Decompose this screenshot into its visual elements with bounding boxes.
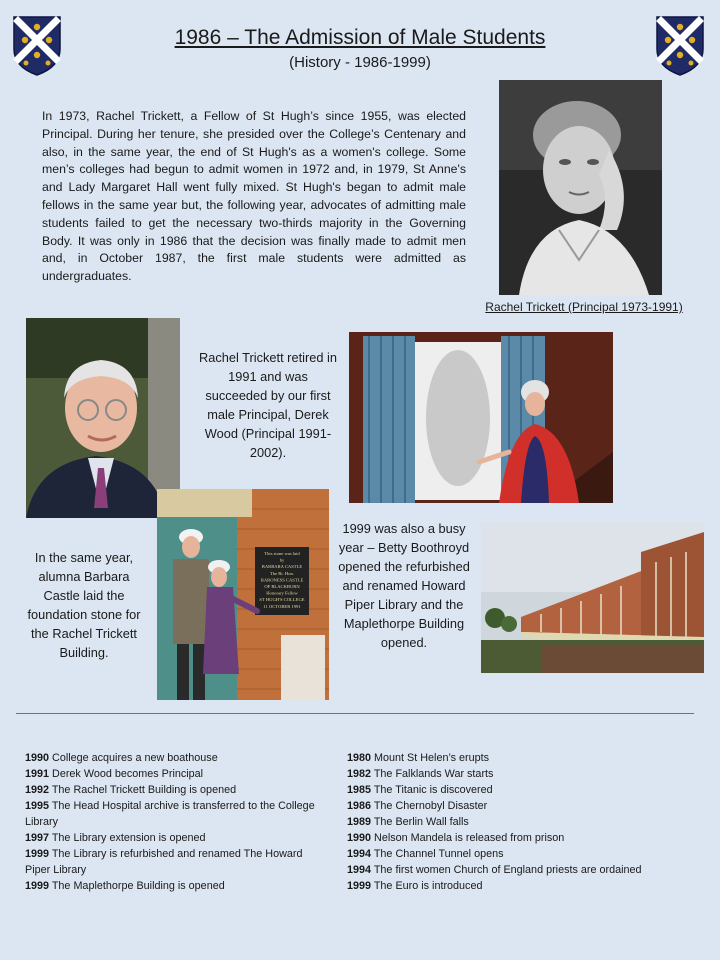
timeline-text: The Library is refurbished and renamed The Howard Piper Library — [25, 848, 303, 876]
retirement-text: Rachel Trickett retired in 1991 and was succeeded by our first male Principal, Derek Wood (Principal 1991-2002). — [199, 350, 337, 460]
timeline-entry — [347, 878, 707, 894]
timeline-entry — [347, 862, 707, 878]
plaque-line: BARONESS CASTLE — [260, 577, 304, 583]
timeline-entry — [25, 830, 325, 846]
timeline-text: The Berlin Wall falls — [371, 816, 469, 828]
timeline-text: The Rachel Trickett Building is opened — [49, 784, 237, 796]
plaque-line: ST HUGH'S COLLEGE — [259, 597, 305, 603]
timeline-entry — [347, 814, 707, 830]
timeline-year: 1980 — [347, 752, 372, 764]
timeline-entry — [25, 798, 325, 830]
timeline-text: The Titanic is discovered — [371, 784, 493, 796]
foundation-text: In the same year, alumna Barbara Castle laid the foundation stone for the Rachel Trickett Building. — [27, 550, 141, 660]
world-timeline — [347, 750, 707, 894]
timeline-year: 1990 — [347, 832, 372, 844]
timeline-text: College acquires a new boathouse — [49, 752, 218, 764]
maplethorpe-building-photo — [481, 522, 704, 673]
timeline-text: The Library extension is opened — [49, 832, 206, 844]
timeline-text: The Chernobyl Disaster — [371, 800, 488, 812]
timeline-year: 1994 — [347, 848, 372, 860]
derek-wood-photo — [26, 318, 180, 518]
timeline-text: Mount St Helen’s erupts — [371, 752, 490, 764]
timeline-entry — [25, 782, 325, 798]
timeline-entry — [347, 750, 707, 766]
page-subtitle: (History - 1986-1999) — [289, 54, 431, 71]
timeline-entry — [347, 846, 707, 862]
timeline-year: 1997 — [25, 832, 50, 844]
timeline-entry — [25, 750, 325, 766]
plaque-line: BARBARA CASTLE — [261, 564, 303, 570]
timeline-entry — [347, 766, 707, 782]
plaque-line: 11 OCTOBER 1991 — [263, 603, 301, 609]
timeline-text: The Channel Tunnel opens — [371, 848, 504, 860]
timeline-entry — [347, 798, 707, 814]
plaque-line: Honorary Fellow — [266, 590, 298, 596]
plaque-line: OF BLACKBURN — [264, 584, 300, 589]
plaque-line: The Rt. Hon. — [270, 570, 294, 576]
college-crest-icon — [12, 15, 62, 77]
timeline-entry — [25, 766, 325, 782]
timeline-entry — [347, 830, 707, 846]
foundation-stone-photo — [157, 489, 329, 700]
timeline-text: The first women Church of England priests are ordained — [371, 864, 642, 876]
timeline-year: 1991 — [25, 768, 50, 780]
timeline-year: 1999 — [25, 880, 50, 892]
timeline-year: 1990 — [25, 752, 50, 764]
timeline-entry — [347, 782, 707, 798]
college-timeline — [25, 750, 325, 894]
timeline-entry — [25, 846, 325, 878]
page-title: 1986 – The Admission of Male Students — [174, 26, 546, 49]
timeline-year: 1999 — [25, 848, 50, 860]
plaque-line: This stone was laid — [264, 551, 300, 556]
timeline-text: The Euro is introduced — [371, 880, 483, 892]
intro-paragraph: In 1973, Rachel Trickett, a Fellow of St Hugh’s since 1955, was elected Principal. During her tenure, she presided over the College’s Centenary and also, in the same year, the end of St Hugh's as a women's college. Some men’s colleges had begun to admit women in 1972 and, in 1979, St Anne's and Lady Margaret Hall went fully mixed. St Hugh's began to admit male fellows in the same year but, the following year, advocates of admitting male students failed to get the necessary two-thirds majority in the Governing Body. It was only in 1986 that the decision was finally made to admit men and, in October 1987, the first male students were admitted as undergraduates. — [42, 109, 466, 284]
plaque-line: by — [279, 557, 285, 563]
timeline-year: 1986 — [347, 800, 372, 812]
timeline-year: 1992 — [25, 784, 50, 796]
timeline-year: 1995 — [25, 800, 50, 812]
timeline-year: 1994 — [347, 864, 372, 876]
timeline-year: 1989 — [347, 816, 372, 828]
portrait-caption: Rachel Trickett (Principal 1973-1991) — [485, 300, 683, 314]
plaque-unveiling-photo — [349, 332, 613, 503]
rachel-trickett-portrait — [499, 80, 662, 295]
timeline-year: 1982 — [347, 768, 372, 780]
timeline-text: The Maplethorpe Building is opened — [49, 880, 225, 892]
busy-year-text: 1999 was also a busy year – Betty Boothroyd opened the refurbished and renamed Howard Piper Library and the Maplethorpe Building opened. — [338, 521, 470, 650]
timeline-year: 1985 — [347, 784, 372, 796]
timeline-text: Nelson Mandela is released from prison — [371, 832, 565, 844]
section-divider — [16, 713, 694, 714]
college-crest-icon — [655, 15, 705, 77]
timeline-entry — [25, 878, 325, 894]
timeline-text: Derek Wood becomes Principal — [49, 768, 204, 780]
timeline-text: The Head Hospital archive is transferred to the College Library — [25, 800, 315, 828]
timeline-text: The Falklands War starts — [371, 768, 494, 780]
timeline-year: 1999 — [347, 880, 372, 892]
